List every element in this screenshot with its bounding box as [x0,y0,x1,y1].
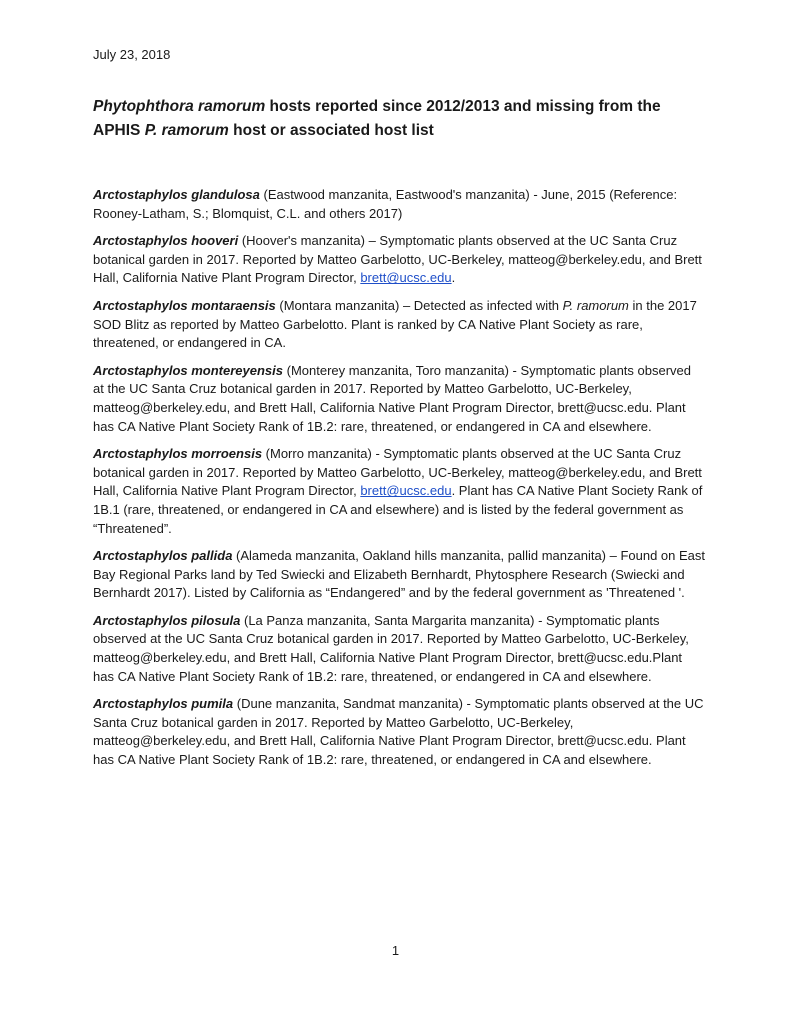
email-link[interactable]: brett@ucsc.edu [360,270,452,286]
host-entry [93,445,705,538]
entry-text: (Monterey manzanita, Toro manzanita) - Symptomatic plants observed at the UC Santa Cruz botanical garden in 2017. Reported by Matteo Garbelotto, UC-Berkeley, matteog@berkeley.edu, and Brett Hall, California Native Plant Program Director, brett@ucsc.edu. Plant has CA Native Plant Society Rank of 1B.2: rare, threatened, or endangered in CA and elsewhere. [93,362,692,434]
page-number: 1 [391,943,400,958]
species-name: Arctostaphylos montaraensis [93,297,276,313]
host-entry [93,232,705,288]
title-text-2: host or associated host list [228,122,434,139]
entry-text: (Alameda manzanita, Oakland hills manzanita, pallid manzanita) – Found on East Bay Regional Parks land by Ted Swiecki and Elizabeth Bernhardt, Phytosphere Research (Swiecki and Bernhardt 2017). Listed by California as “Endangered” and by the federal government as 'Threatened '. [93,548,706,601]
host-entry [93,695,705,769]
entry-text: (Eastwood manzanita, Eastwood's manzanita) - June, 2015 (Reference: Rooney-Latham, S.; Blomquist, C.L. and others 2017) [93,187,678,221]
title-italic-abbrev: P. ramorum [144,122,229,139]
species-name: Arctostaphylos pilosula [93,612,241,628]
species-name: Arctostaphylos pumila [93,696,234,712]
entry-text: (La Panza manzanita, Santa Margarita manzanita) - Symptomatic plants observed at the UC Santa Cruz botanical garden in 2017. Reported by Matteo Garbelotto, UC-Berkeley, matteog@berkeley.edu, and Brett Hall, California Native Plant Program Director, brett@ucsc.edu.Plant has CA Native Plant Society Rank of 1B.2: rare, threatened, or endangered in CA and elsewhere. [93,612,689,684]
host-entry [93,547,705,603]
email-link[interactable]: brett@ucsc.edu [360,483,452,499]
entry-text-after: in the 2017 SOD Blitz as reported by Matteo Garbelotto. Plant is ranked by CA Native Plant Society as rare, threatened, or endangered in CA. [93,297,697,351]
title-text-1: hosts reported since 2012/2013 and missing from the APHIS [93,98,661,139]
entry-text: (Hoover's manzanita) – Symptomatic plants observed at the UC Santa Cruz botanical garden in 2017. Reported by Matteo Garbelotto, UC-Berkeley, matteog@berkeley.edu, and Brett Hall, California Native Plant Program Director, [93,233,702,286]
host-entry [93,362,705,436]
title-italic-genus: Phytophthora ramorum [93,98,266,115]
species-name: Arctostaphylos glandulosa [93,187,260,202]
entry-text: (Dune manzanita, Sandmat manzanita) - Symptomatic plants observed at the UC Santa Cruz botanical garden in 2017. Reported by Matteo Garbelotto, UC-Berkeley, matteog@berkeley.edu, and Brett Hall, California Native Plant Program Director, brett@ucsc.edu. Plant has CA Native Plant Society Rank of 1B.2: rare, threatened, or endangered in CA and elsewhere. [93,696,704,768]
entry-text-after: . Plant has CA Native Plant Society Rank of 1B.1 (rare, threatened, or endangered in CA and elsewhere) and is listed by the federal government as “Threatened”. [93,483,703,536]
species-name: Arctostaphylos hooveri [93,233,239,249]
species-name: Arctostaphylos pallida [93,548,233,564]
entry-text-after: . [451,270,456,286]
species-name: Arctostaphylos montereyensis [93,362,284,378]
entry-italic: P. ramorum [562,297,629,313]
entry-text: (Morro manzanita) - Symptomatic plants observed at the UC Santa Cruz botanical garden in 2017. Reported by Matteo Garbelotto, UC-Berkeley, matteog@berkeley.edu, and Brett Hall, California Native Plant Program Director, [93,446,702,499]
host-entry [93,612,705,686]
document-title [93,95,703,143]
document-date: July 23, 2018 [93,47,171,62]
host-entry [93,297,705,353]
species-name: Arctostaphylos morroensis [93,446,263,462]
host-entry [93,186,705,223]
entry-text: (Montara manzanita) – Detected as infected with [275,297,563,313]
host-entry-list [93,186,705,779]
